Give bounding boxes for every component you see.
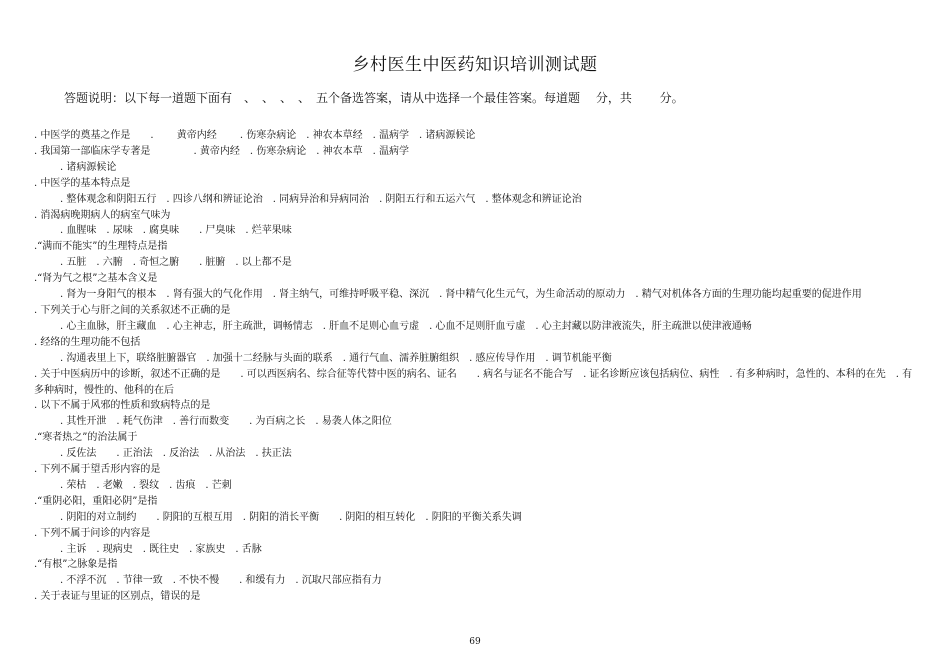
question-8: . 经络的生理功能不包括 — [34, 336, 141, 348]
question-1: . 中医学的奠基之作是 . 黄帝内经 . 伤寒杂病论 . 神农本草经 . 温病学 . 诸病源候论 — [34, 130, 476, 141]
question-10-options: . 其性开泄 . 耗气伤津 . 善行而数变 . 为百病之长 . 易袭人体之阳位 — [60, 416, 392, 428]
question-7: . 下列关于心与肝之间的关系叙述不正确的是 — [34, 304, 231, 316]
answer-instructions: 答题说明：以下每一道题下面有 、 、 、 、 五个备选答案，请从中选择一个最佳答案。每道题 分，共 分。 — [64, 91, 684, 105]
document-title: 乡村医生中医药知识培训测试题 — [352, 55, 598, 75]
question-4: . 消渴病晚期病人的病室气味为 — [34, 209, 171, 221]
question-12-options: . 荣枯 . 老嫩 . 裂纹 . 齿痕 . 芒刺 — [60, 479, 232, 491]
question-15: .“有根”之脉象是指 — [34, 559, 118, 571]
question-2: . 我国第一部临床学专著是 . 黄帝内经 . 伤寒杂病论 . 神农本草 . 温病学 — [34, 145, 409, 157]
page-number: 69 — [469, 637, 481, 647]
question-15-options: . 不浮不沉 . 节律一致 . 不快不慢 . 和缓有力 . 沉取尺部应指有力 — [60, 575, 382, 587]
question-14-options: . 主诉 . 现病史 . 既往史 . 家族史 . 舌脉 — [60, 543, 262, 555]
question-2-options-cont: . 诸病源候论 — [60, 161, 117, 173]
question-13: .“重阴必阳，重阳必阴”是指 — [34, 495, 158, 507]
question-13-options: . 阴阳的对立制约 . 阴阳的互根互用 . 阴阳的消长平衡 . 阴阳的相互转化 . 阴阳的平衡关系失调 — [60, 511, 522, 523]
question-11: .“寒者热之”的治法属于 — [34, 432, 138, 444]
question-5-options: . 五脏 . 六腑 . 奇恒之腑 . 脏腑 . 以上都不是 — [60, 257, 292, 269]
question-14: . 下列不属于问诊的内容是 — [34, 527, 151, 539]
question-11-options: . 反佐法 . 正治法 . 反治法 . 从治法 . 扶正法 — [60, 448, 292, 460]
question-6-options: . 肾为一身阳气的根本 . 肾有强大的气化作用 . 肾主纳气，可维持呼吸平稳、深沉 . 肾中精气化生元气，为生命活动的原动力 . 精气对机体各方面的生理功能均起重要的促进作用 — [60, 289, 862, 301]
question-3-options: . 整体观念和阴阳五行 . 四诊八纲和辨证论治 . 同病异治和异病同治 . 阴阳五行和五运六气 . 整体观念和辨证论治 — [60, 193, 582, 205]
question-12: . 下列不属于望舌形内容的是 — [34, 464, 161, 476]
question-4-options: . 血腥味 . 尿味 . 腐臭味 . 尸臭味 . 烂苹果味 — [60, 225, 292, 237]
question-8-options: . 沟通表里上下，联络脏腑器官 . 加强十二经脉与头面的联系 . 通行气血、濡养脏腑组织 . 感应传导作用 . 调节机能平衡 — [60, 352, 612, 364]
question-10: . 以下不属于风邪的性质和致病特点的是 — [34, 400, 211, 412]
question-6: .“肾为气之根”之基本含义是 — [34, 273, 158, 285]
question-3: . 中医学的基本特点是 — [34, 177, 131, 189]
question-9: . 关于中医病历中的诊断，叙述不正确的是 . 可以西医病名、综合征等代替中医的病名、证名 . 病名与证名不能合写 . 证名诊断应该包括病位、病性 . 有多种病时，急性的、本科的在先 . 有多种病时，慢性的、他科的在后 — [34, 368, 913, 396]
question-5: .“满而不能实”的生理特点是指 — [34, 241, 168, 253]
question-16: . 关于表证与里证的区别点，错误的是 — [34, 591, 201, 603]
question-list — [30, 128, 918, 605]
question-7-options: . 心主血脉，肝主藏血 . 心主神志，肝主疏泄，调畅情志 . 肝血不足则心血亏虚 . 心血不足则肝血亏虚 . 心主封藏以防津液流失，肝主疏泄以使津液通畅 — [60, 320, 752, 332]
